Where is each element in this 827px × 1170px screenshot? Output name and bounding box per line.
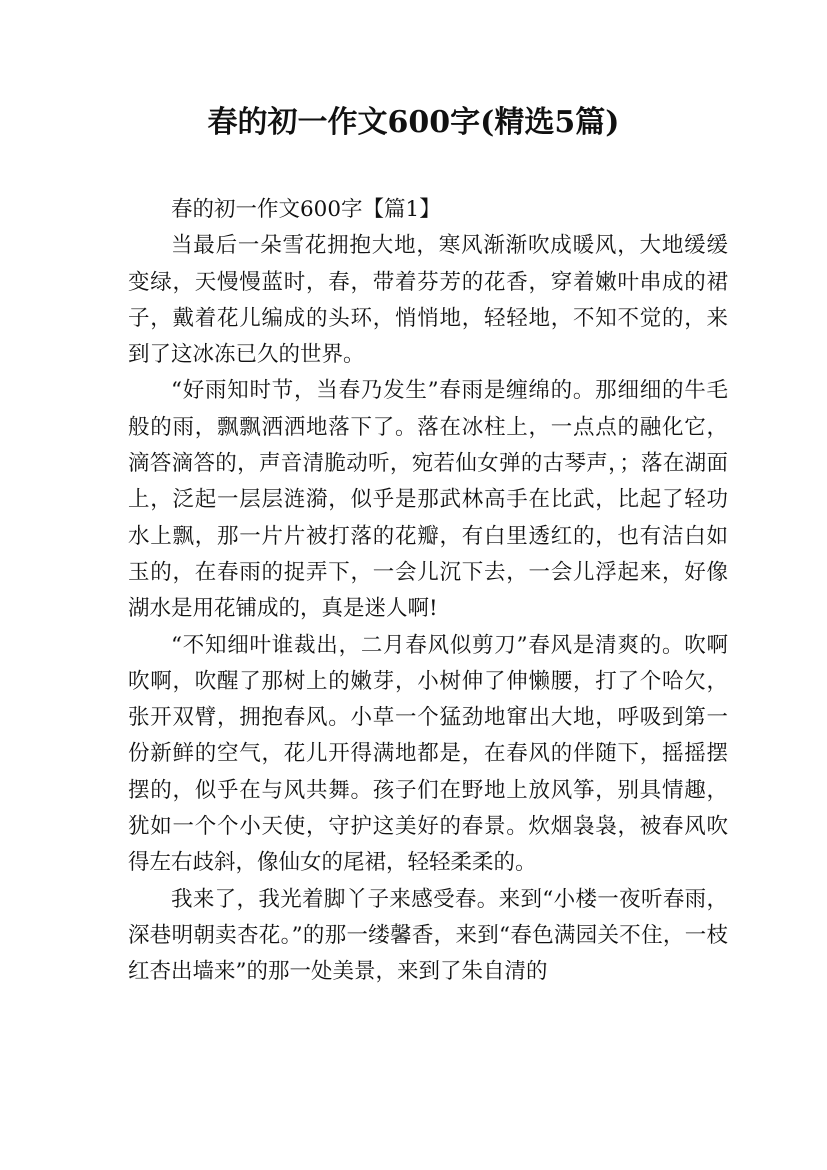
- paragraph-1: 当最后一朵雪花拥抱大地，寒风渐渐吹成暖风，大地缓缓变绿，天慢慢蓝时，春，带着芬芳的花香，穿着嫩叶串成的裙子，戴着花儿编成的头环，悄悄地，轻轻地，不知不觉的，来到了这冰冻已久的世界。: [128, 233, 728, 368]
- document-title: 春的初一作文600字(精选5篇): [207, 105, 620, 140]
- paragraph-3: “不知细叶谁裁出，二月春风似剪刀”春风是清爽的。吹啊吹啊，吹醒了那树上的嫩芽，小树伸了伸懒腰，打了个哈欠，张开双臂，拥抱春风。小草一个猛劲地窜出大地，呼吸到第一份新鲜的空气，花儿开得满地都是，在春风的伴随下，摇摇摆摆的，似乎在与风共舞。孩子们在野地上放风筝，别具情趣，犹如一个个小天使，守护这美好的春景。炊烟袅袅，被春风吹得左右歧斜，像仙女的尾裙，轻轻柔柔的。: [128, 632, 728, 876]
- document-body: [128, 192, 728, 991]
- paragraph-4: 我来了，我光着脚丫子来感受春。来到“小楼一夜听春雨，深巷明朝卖杏花。”的那一缕馨香，来到“春色满园关不住，一枝红杏出墙来”的那一处美景，来到了朱自清的: [128, 886, 728, 985]
- paragraph-2: “好雨知时节，当春乃发生”春雨是缠绵的。那细细的牛毛般的雨，飘飘洒洒地落下了。落在冰柱上，一点点的融化它，滴答滴答的，声音清脆动听，宛若仙女弹的古琴声，；落在湖面上，泛起一层层涟漪，似乎是那武林高手在比武，比起了轻功水上飘，那一片片被打落的花瓣，有白里透红的，也有洁白如玉的，在春雨的捉弄下，一会儿沉下去，一会儿浮起来，好像湖水是用花铺成的，真是迷人啊!: [128, 378, 728, 622]
- section-heading: 春的初一作文600字【篇1】: [171, 197, 441, 222]
